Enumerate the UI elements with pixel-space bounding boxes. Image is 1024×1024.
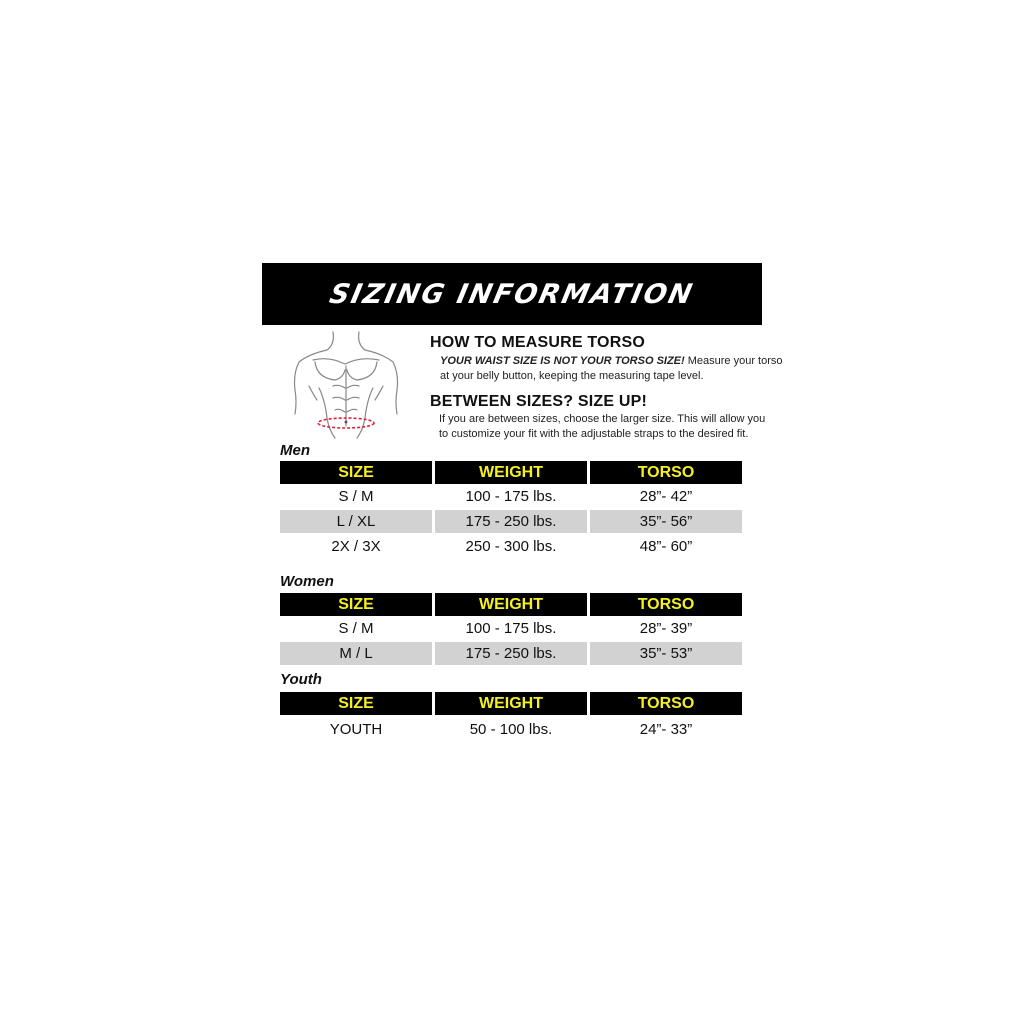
size-cell: S / M bbox=[338, 488, 374, 505]
header-weight: WEIGHT bbox=[435, 692, 587, 715]
weight-cell: 100 - 175 lbs. bbox=[465, 620, 557, 637]
header-weight: WEIGHT bbox=[435, 593, 587, 616]
weight-cell: 250 - 300 lbs. bbox=[465, 538, 557, 555]
between-line-2: to customize your fit with the adjustable straps to the desired fit. bbox=[439, 428, 749, 440]
measure-line-1: YOUR WAIST SIZE IS NOT YOUR TORSO SIZE! Measure your torso bbox=[440, 355, 783, 367]
weight-cell: 100 - 175 lbs. bbox=[465, 488, 557, 505]
table-row bbox=[280, 485, 742, 508]
table-row bbox=[280, 718, 742, 741]
waist-warning: YOUR WAIST SIZE IS NOT YOUR TORSO SIZE! bbox=[440, 355, 685, 367]
header-torso: TORSO bbox=[590, 461, 742, 484]
weight-cell: 175 - 250 lbs. bbox=[435, 642, 587, 665]
torso-cell: 28”- 39” bbox=[639, 620, 693, 637]
header-size: SIZE bbox=[280, 461, 432, 484]
women-header-row bbox=[280, 593, 742, 616]
table-row bbox=[280, 642, 742, 665]
youth-label: Youth bbox=[280, 671, 322, 688]
banner-title: SIZING INFORMATION bbox=[327, 278, 697, 310]
table-row bbox=[280, 510, 742, 533]
size-cell: YOUTH bbox=[329, 721, 383, 738]
torso-cell: 48”- 60” bbox=[639, 538, 693, 555]
header-weight: WEIGHT bbox=[435, 461, 587, 484]
measure-line-2: at your belly button, keeping the measuring tape level. bbox=[440, 370, 704, 382]
how-to-measure-title: HOW TO MEASURE TORSO bbox=[430, 334, 645, 351]
women-label: Women bbox=[280, 573, 334, 590]
weight-cell: 175 - 250 lbs. bbox=[435, 510, 587, 533]
header-torso: TORSO bbox=[590, 593, 742, 616]
header-torso: TORSO bbox=[590, 692, 742, 715]
size-cell: L / XL bbox=[280, 510, 432, 533]
youth-header-row bbox=[280, 692, 742, 715]
header-size: SIZE bbox=[280, 593, 432, 616]
size-cell: S / M bbox=[338, 620, 374, 637]
torso-illustration bbox=[283, 330, 408, 440]
torso-cell: 35”- 56” bbox=[590, 510, 742, 533]
size-cell: 2X / 3X bbox=[331, 538, 381, 555]
torso-cell: 28”- 42” bbox=[639, 488, 693, 505]
men-header-row bbox=[280, 461, 742, 484]
table-row bbox=[280, 535, 742, 558]
weight-cell: 50 - 100 lbs. bbox=[469, 721, 553, 738]
between-line-1: If you are between sizes, choose the larger size. This will allow you bbox=[439, 413, 766, 425]
torso-cell: 24”- 33” bbox=[639, 721, 693, 738]
header-size: SIZE bbox=[280, 692, 432, 715]
torso-cell: 35”- 53” bbox=[590, 642, 742, 665]
men-label: Men bbox=[280, 442, 310, 459]
table-row bbox=[280, 617, 742, 640]
sizing-banner bbox=[262, 263, 762, 325]
size-cell: M / L bbox=[280, 642, 432, 665]
between-sizes-title: BETWEEN SIZES? SIZE UP! bbox=[430, 393, 648, 410]
